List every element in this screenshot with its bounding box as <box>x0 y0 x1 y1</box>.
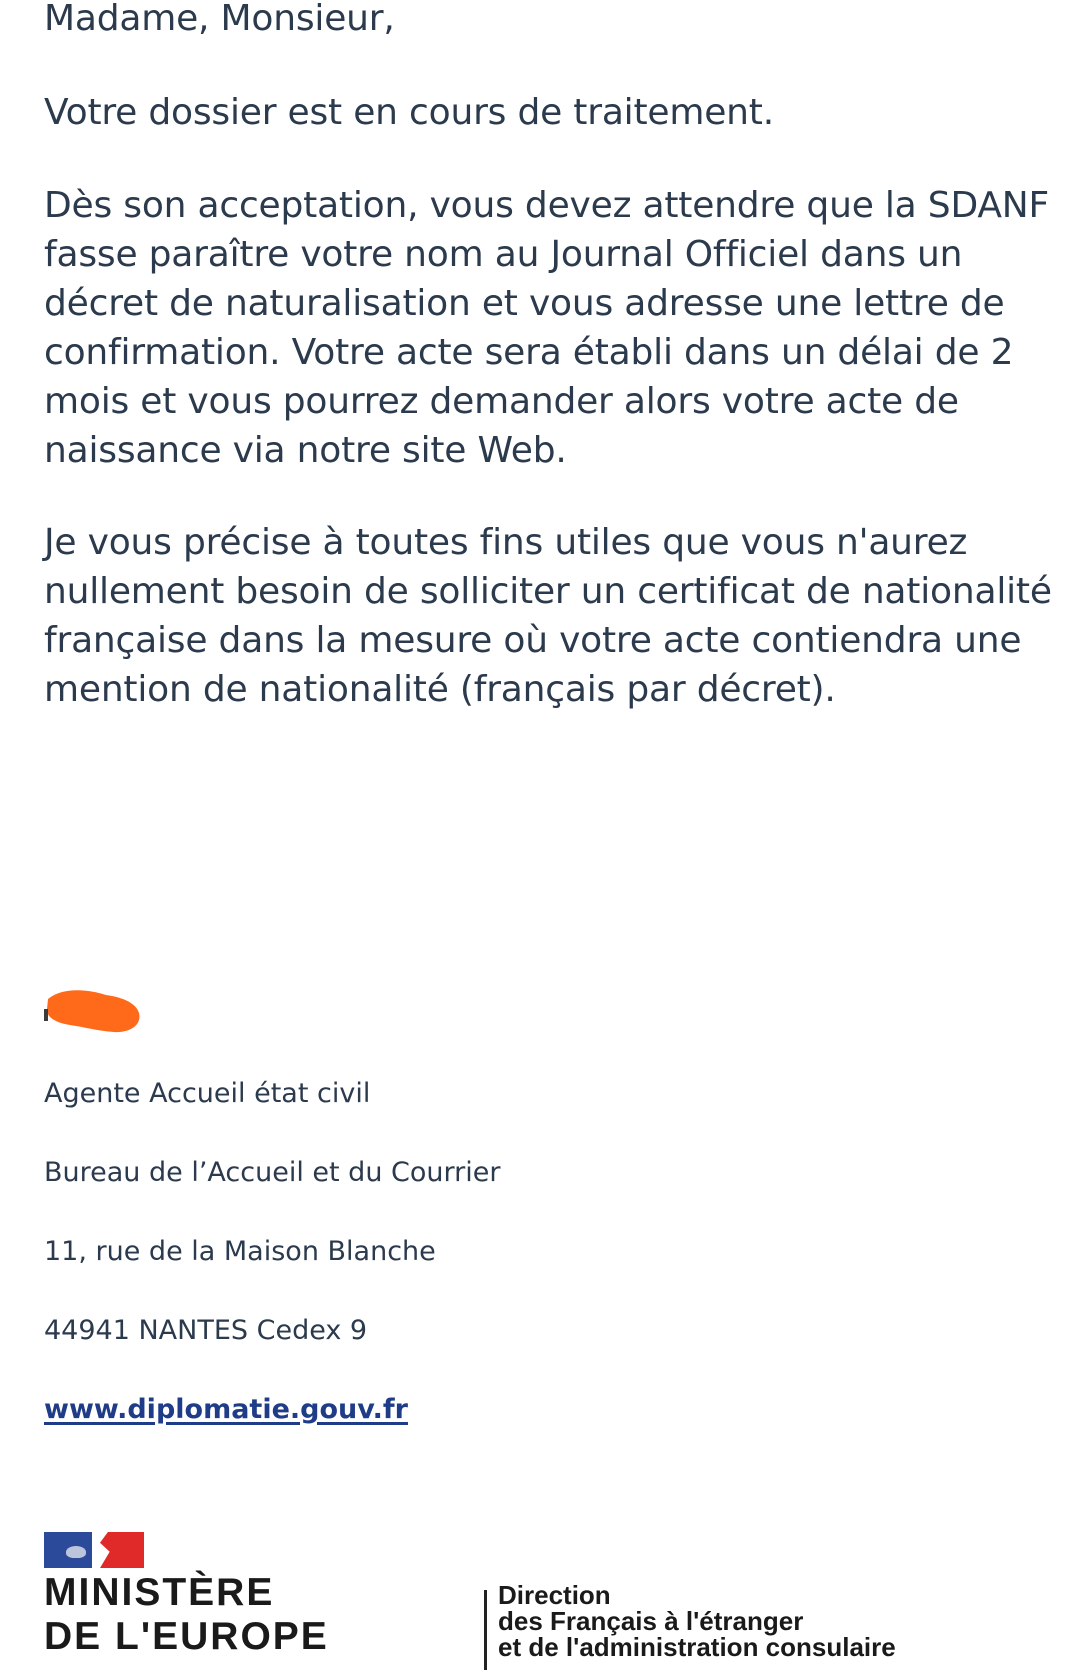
logo-divider <box>484 1590 487 1670</box>
ministry-name-line-2: DE L'EUROPE <box>44 1615 329 1658</box>
signature-bureau: Bureau de l’Accueil et du Courrier <box>44 1157 501 1188</box>
signature-role: Agente Accueil état civil <box>44 1078 371 1109</box>
ministry-name-line-1: MINISTÈRE <box>44 1571 275 1614</box>
signature-street: 11, rue de la Maison Blanche <box>44 1236 436 1267</box>
direction-line-2: des Français à l'étranger <box>498 1606 804 1636</box>
email-paragraph-1: Dès son acceptation, vous devez attendre que la SDANF fasse paraître votre nom au Journal Officiel dans un décret de naturalisation et vous adresse une lettre de confirmation. Votre acte sera établi dans un délai de 2 mois et vous pourrez demander alors votre acte de naissance via notre site Web. <box>44 185 1049 471</box>
ministry-logo <box>44 1532 329 1656</box>
website-link[interactable]: www.diplomatie.gouv.fr <box>44 1394 408 1425</box>
direction-block <box>498 1582 896 1660</box>
email-paragraph-2: Je vous précise à toutes fins utiles que vous n'aurez nullement besoin de solliciter un certificat de nationalité française dans la mesure où votre acte contiendra une mention de nationalité (français par décret). <box>44 522 1052 710</box>
direction-line-1: Direction <box>498 1580 611 1610</box>
email-status-line: Votre dossier est en cours de traitement. <box>44 92 774 133</box>
marianne-flag-icon <box>44 1532 329 1568</box>
redacted-name-scribble <box>44 985 144 1039</box>
email-greeting: Madame, Monsieur, <box>44 0 395 39</box>
direction-line-3: et de l'administration consulaire <box>498 1632 896 1662</box>
signature-city: 44941 NANTES Cedex 9 <box>44 1315 368 1346</box>
